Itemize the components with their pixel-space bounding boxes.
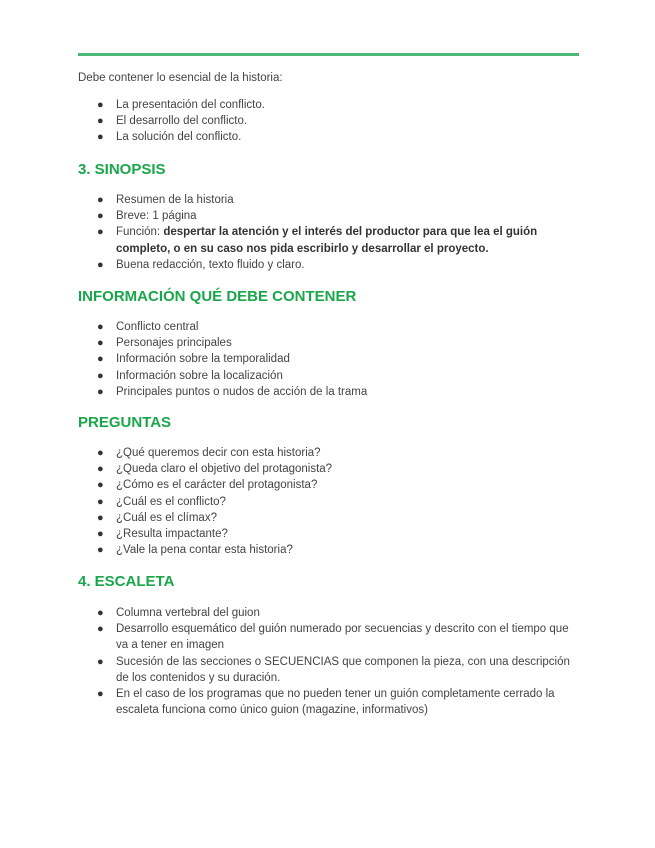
intro-list xyxy=(78,97,580,146)
informacion-list xyxy=(78,319,580,400)
list-item: ● En el caso de los programas que no pueden tener un guión completamente cerrado la escaleta funciona como único guion (magazine, informativos) xyxy=(97,688,555,717)
list-item: ● Información sobre la temporalidad xyxy=(78,351,580,367)
section-heading-informacion: INFORMACIÓN QUÉ DEBE CONTENER xyxy=(78,288,357,305)
funcion-label: Función: xyxy=(116,226,164,239)
list-item: ● ¿Cuál es el clímax? xyxy=(78,510,580,526)
list-item: ● Resumen de la historia xyxy=(78,192,580,208)
list-item: ● La presentación del conflicto. xyxy=(78,97,580,113)
bullet-icon: ● xyxy=(97,99,104,111)
bullet-icon: ● xyxy=(97,194,104,206)
bullet-icon: ● xyxy=(97,115,104,128)
funcion-bold-text: despertar la atención y el interés del productor para que lea el guión completo, o en su caso nos pida escribirlo y desarrollar el proyecto. xyxy=(116,226,538,255)
bullet-icon: ● xyxy=(97,528,104,541)
bullet-icon: ● xyxy=(97,655,104,668)
bullet-icon: ● xyxy=(97,353,104,366)
bullet-icon: ● xyxy=(97,258,104,271)
bullet-icon: ● xyxy=(97,226,104,239)
section-heading-sinopsis: 3. SINOPSIS xyxy=(78,161,166,178)
sinopsis-list xyxy=(78,192,580,273)
bullet-icon: ● xyxy=(97,369,104,382)
list-item: ● Buena redacción, texto fluido y claro. xyxy=(78,257,580,273)
list-item: ● Sucesión de las secciones o SECUENCIAS que componen la pieza, con una descripción de los contenidos y su duración. xyxy=(97,655,570,684)
preguntas-list xyxy=(78,445,580,558)
list-item: ● Personajes principales xyxy=(78,335,580,351)
bullet-icon: ● xyxy=(97,623,104,636)
intro-text: Debe contener lo esencial de la historia: xyxy=(78,72,283,84)
bullet-icon: ● xyxy=(97,607,104,619)
bullet-icon: ● xyxy=(97,479,104,492)
bullet-icon: ● xyxy=(97,337,104,350)
list-item: ● La solución del conflicto. xyxy=(78,129,580,145)
list-item: ● Conflicto central xyxy=(78,319,580,335)
header-rule xyxy=(78,53,579,56)
list-item: ● Breve: 1 página xyxy=(78,208,580,224)
bullet-icon: ● xyxy=(97,463,104,476)
list-item: ● El desarrollo del conflicto. xyxy=(78,113,580,129)
bullet-icon: ● xyxy=(97,495,104,508)
list-item: ● ¿Vale la pena contar esta historia? xyxy=(78,542,580,558)
list-item: ● Principales puntos o nudos de acción de la trama xyxy=(78,384,580,400)
section-heading-escaleta: 4. ESCALETA xyxy=(78,573,175,590)
bullet-icon: ● xyxy=(97,447,104,459)
bullet-icon: ● xyxy=(97,511,104,524)
list-item: ● Columna vertebral del guion xyxy=(78,605,580,621)
list-item: ● ¿Resulta impactante? xyxy=(78,526,580,542)
list-item: ● ¿Cómo es el carácter del protagonista? xyxy=(78,477,580,493)
list-item: ● ¿Queda claro el objetivo del protagonista? xyxy=(78,461,580,477)
bullet-icon: ● xyxy=(97,544,104,557)
bullet-icon: ● xyxy=(97,385,104,398)
bullet-icon: ● xyxy=(97,688,104,701)
bullet-icon: ● xyxy=(97,321,104,333)
list-item: ● ¿Cuál es el conflicto? xyxy=(78,494,580,510)
list-item xyxy=(78,224,580,256)
bullet-icon: ● xyxy=(97,210,104,223)
bullet-icon: ● xyxy=(97,131,104,144)
list-item: ● Desarrollo esquemático del guión numerado por secuencias y descrito con el tiempo que va a tener en imagen xyxy=(97,623,569,652)
list-item: ● Información sobre la localización xyxy=(78,368,580,384)
section-heading-preguntas: PREGUNTAS xyxy=(78,414,172,431)
list-item: ● ¿Qué queremos decir con esta historia? xyxy=(78,445,580,461)
escaleta-list xyxy=(78,605,580,718)
